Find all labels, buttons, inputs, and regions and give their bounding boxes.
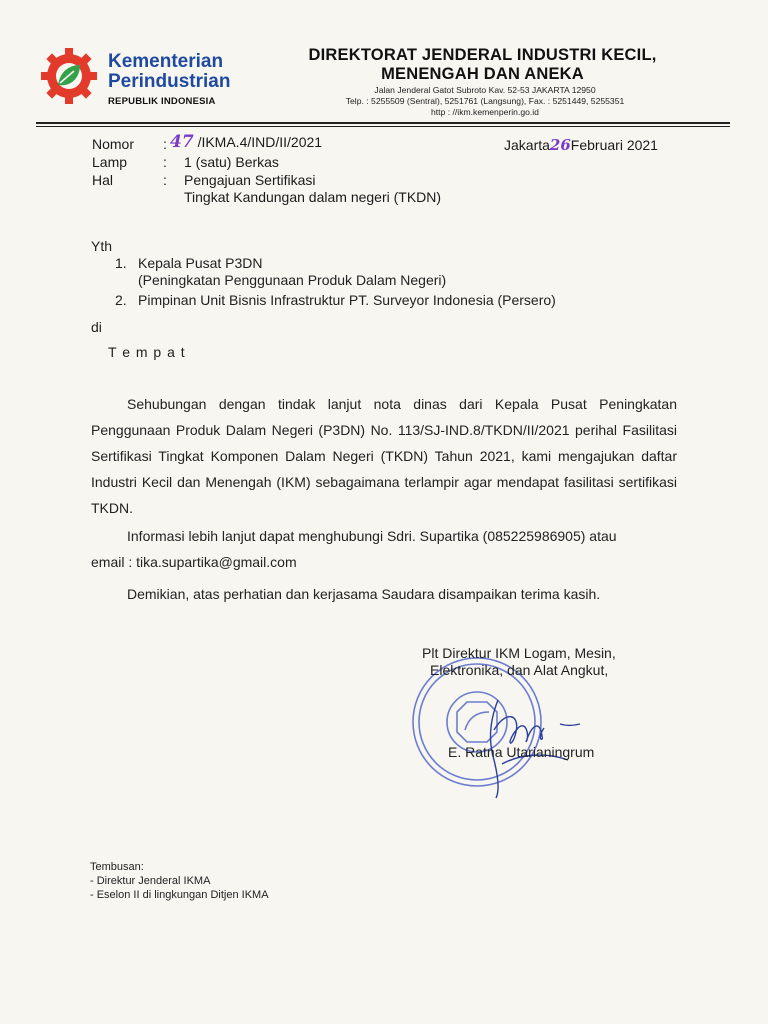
- recipient1-number: 1.: [115, 255, 127, 271]
- di-label: di: [91, 319, 102, 335]
- tempat-label: T e m p a t: [108, 344, 186, 360]
- lamp-label: Lamp: [92, 154, 128, 170]
- recipient1-line1: Kepala Pusat P3DN: [138, 255, 263, 271]
- recipient2-number: 2.: [115, 292, 127, 308]
- directorate-line1: DIREKTORAT JENDERAL INDUSTRI KECIL,: [308, 46, 657, 64]
- recipient1-line2: (Peningkatan Penggunaan Produk Dalam Negeri): [138, 272, 447, 288]
- hal-value-line1: Pengajuan Sertifikasi: [184, 172, 316, 188]
- nomor-colon: :: [163, 136, 167, 152]
- date-prefix: Jakarta: [504, 137, 550, 153]
- hal-value-line2: Tingkat Kandungan dalam negeri (TKDN): [184, 189, 442, 205]
- lamp-value: 1 (satu) Berkas: [184, 154, 279, 170]
- body-paragraph-1: Sehubungan dengan tindak lanjut nota dinas dari Kepala Pusat Peningkatan Penggunaan Produk Dalam Negeri (P3DN) No. 113/SJ-IND.8/TKDN/II/2021 perihal Fasilitasi Sertifikasi Tingkat Komponen Dalam Negeri (TKDN) Tahun 2021, kami mengajukan daftar Industri Kecil dan Menengah (IKM) sebagaimana terlampir agar mendapat fasilitasi sertifikasi TKDN.: [91, 396, 677, 516]
- tembusan-label: Tembusan:: [90, 861, 144, 873]
- letter-date: [504, 136, 658, 154]
- header-divider-thin: [36, 126, 730, 127]
- ministry-line2: Perindustrian: [108, 71, 231, 92]
- body-paragraph-2-line2: email : tika.supartika@gmail.com: [91, 554, 297, 570]
- tembusan-item-1: - Direktur Jenderal IKMA: [90, 875, 211, 887]
- ministry-line1: Kementerian: [108, 51, 224, 72]
- hal-label: Hal: [92, 172, 114, 188]
- directorate-title: [280, 46, 685, 84]
- nomor-handwritten: 47: [170, 132, 194, 152]
- directorate-line2: MENENGAH DAN ANEKA: [381, 65, 584, 83]
- header-divider: [36, 122, 730, 124]
- signer-title-line2: Elektronika, dan Alat Angkut,: [430, 662, 609, 678]
- signer-name: E. Ratna Utarianingrum: [448, 744, 595, 760]
- address-line: Jalan Jenderal Gatot Subroto Kav. 52-53 JAKARTA 12950: [374, 85, 596, 95]
- lamp-colon: :: [163, 154, 167, 170]
- recipient2-line1: Pimpinan Unit Bisnis Infrastruktur PT. Surveyor Indonesia (Persero): [138, 292, 556, 308]
- nomor-label: Nomor: [92, 136, 135, 152]
- handwritten-signature-icon: [460, 680, 590, 800]
- signer-title-line1: Plt Direktur IKM Logam, Mesin,: [422, 645, 616, 661]
- nomor-value: [170, 132, 322, 152]
- tembusan-item-2: - Eselon II di lingkungan Ditjen IKMA: [90, 889, 269, 901]
- ministry-logo-icon: [38, 45, 100, 107]
- date-suffix: Februari 2021: [570, 137, 658, 153]
- hal-colon: :: [163, 172, 167, 188]
- ministry-name: [108, 52, 230, 92]
- body-paragraph-2-line1: Informasi lebih lanjut dapat menghubungi Sdri. Supartika (085225986905) atau: [127, 528, 617, 544]
- nomor-code: /IKMA.4/IND/II/2021: [197, 134, 323, 150]
- phone-line: Telp. : 5255509 (Sentral), 5251761 (Langsung), Fax. : 5251449, 5255351: [345, 96, 625, 106]
- website-line: http : //ikm.kemenperin.go.id: [431, 107, 539, 117]
- country-label: REPUBLIK INDONESIA: [108, 96, 216, 107]
- yth-label: Yth: [91, 238, 113, 254]
- date-day-handwritten: 26: [549, 136, 571, 154]
- body-paragraph-3: Demikian, atas perhatian dan kerjasama Saudara disampaikan terima kasih.: [127, 586, 601, 602]
